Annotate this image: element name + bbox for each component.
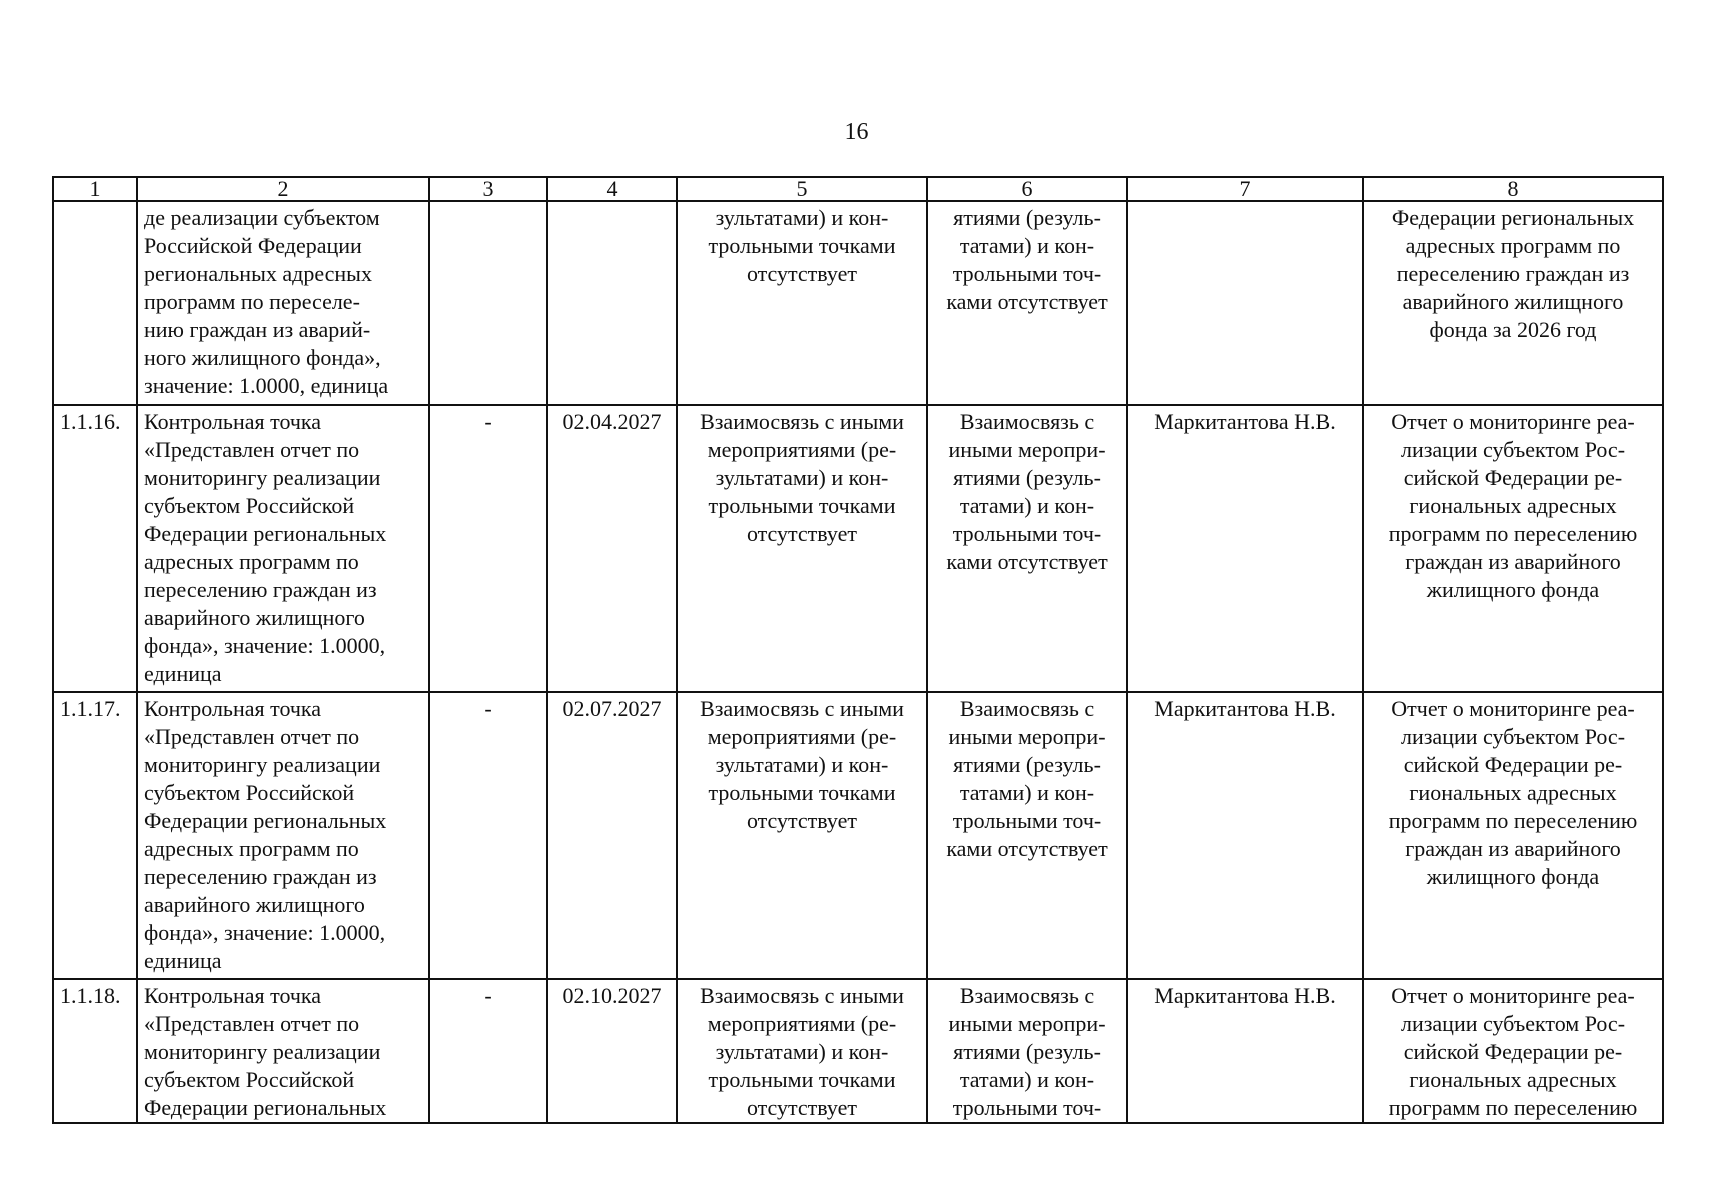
date-cell [547,201,677,405]
responsible-cell: Маркитантова Н.В. [1127,692,1363,979]
table-row [53,692,1663,979]
row-number-cell [53,201,137,405]
column-header-3: 3 [429,177,547,201]
column-header-6: 6 [927,177,1127,201]
control-points-table [52,176,1664,1124]
relation-cell-6: Взаимосвязь с иными меропри- ятиями (резуль- татами) и кон- трольными точ- ками отсутствует [927,692,1127,979]
row-number-cell: 1.1.18. [53,979,137,1123]
col3-cell: - [429,979,547,1123]
date-cell: 02.10.2027 [547,979,677,1123]
column-header-5: 5 [677,177,927,201]
table-row [53,201,1663,405]
column-header-7: 7 [1127,177,1363,201]
col3-cell [429,201,547,405]
result-cell: Отчет о мониторинге реа- лизации субъектом Рос- сийской Федерации ре- гиональных адресных программ по переселению граждан из аварийного жилищного фонда [1363,405,1663,692]
name-cell: де реализации субъектом Российской Федерации региональных адресных программ по переселе- нию граждан из аварий- ного жилищного фонда», значение: 1.0000, единица [137,201,429,405]
responsible-cell: Маркитантова Н.В. [1127,979,1363,1123]
relation-cell-6: ятиями (резуль- татами) и кон- трольными точ- ками отсутствует [927,201,1127,405]
table-row [53,979,1663,1123]
relation-cell-5: Взаимосвязь с иными мероприятиями (ре- зультатами) и кон- трольными точками отсутствует [677,979,927,1123]
name-cell: Контрольная точка «Представлен отчет по мониторингу реализации субъектом Российской Федерации региональных адресных программ по переселению граждан из аварийного жилищного фонда», значение: 1.0000, единица [137,405,429,692]
relation-cell-5: Взаимосвязь с иными мероприятиями (ре- зультатами) и кон- трольными точками отсутствует [677,405,927,692]
table-header-row [53,177,1663,201]
relation-cell-5: Взаимосвязь с иными мероприятиями (ре- зультатами) и кон- трольными точками отсутствует [677,692,927,979]
date-cell: 02.04.2027 [547,405,677,692]
col3-cell: - [429,692,547,979]
column-header-4: 4 [547,177,677,201]
relation-cell-5: зультатами) и кон- трольными точками отсутствует [677,201,927,405]
col3-cell: - [429,405,547,692]
page-number: 16 [844,119,869,145]
column-header-1: 1 [53,177,137,201]
row-number-cell: 1.1.17. [53,692,137,979]
row-number-cell: 1.1.16. [53,405,137,692]
table-row [53,405,1663,692]
name-cell: Контрольная точка «Представлен отчет по мониторингу реализации субъектом Российской Федерации региональных [137,979,429,1123]
column-header-2: 2 [137,177,429,201]
column-header-8: 8 [1363,177,1663,201]
result-cell: Отчет о мониторинге реа- лизации субъектом Рос- сийской Федерации ре- гиональных адресных программ по переселению граждан из аварийного жилищного фонда [1363,692,1663,979]
result-cell: Федерации региональных адресных программ по переселению граждан из аварийного жилищного фонда за 2026 год [1363,201,1663,405]
relation-cell-6: Взаимосвязь с иными меропри- ятиями (резуль- татами) и кон- трольными точ- ками отсутствует [927,405,1127,692]
relation-cell-6: Взаимосвязь с иными меропри- ятиями (резуль- татами) и кон- трольными точ- [927,979,1127,1123]
responsible-cell [1127,201,1363,405]
responsible-cell: Маркитантова Н.В. [1127,405,1363,692]
name-cell: Контрольная точка «Представлен отчет по мониторингу реализации субъектом Российской Федерации региональных адресных программ по переселению граждан из аварийного жилищного фонда», значение: 1.0000, единица [137,692,429,979]
date-cell: 02.07.2027 [547,692,677,979]
result-cell: Отчет о мониторинге реа- лизации субъектом Рос- сийской Федерации ре- гиональных адресных программ по переселению [1363,979,1663,1123]
